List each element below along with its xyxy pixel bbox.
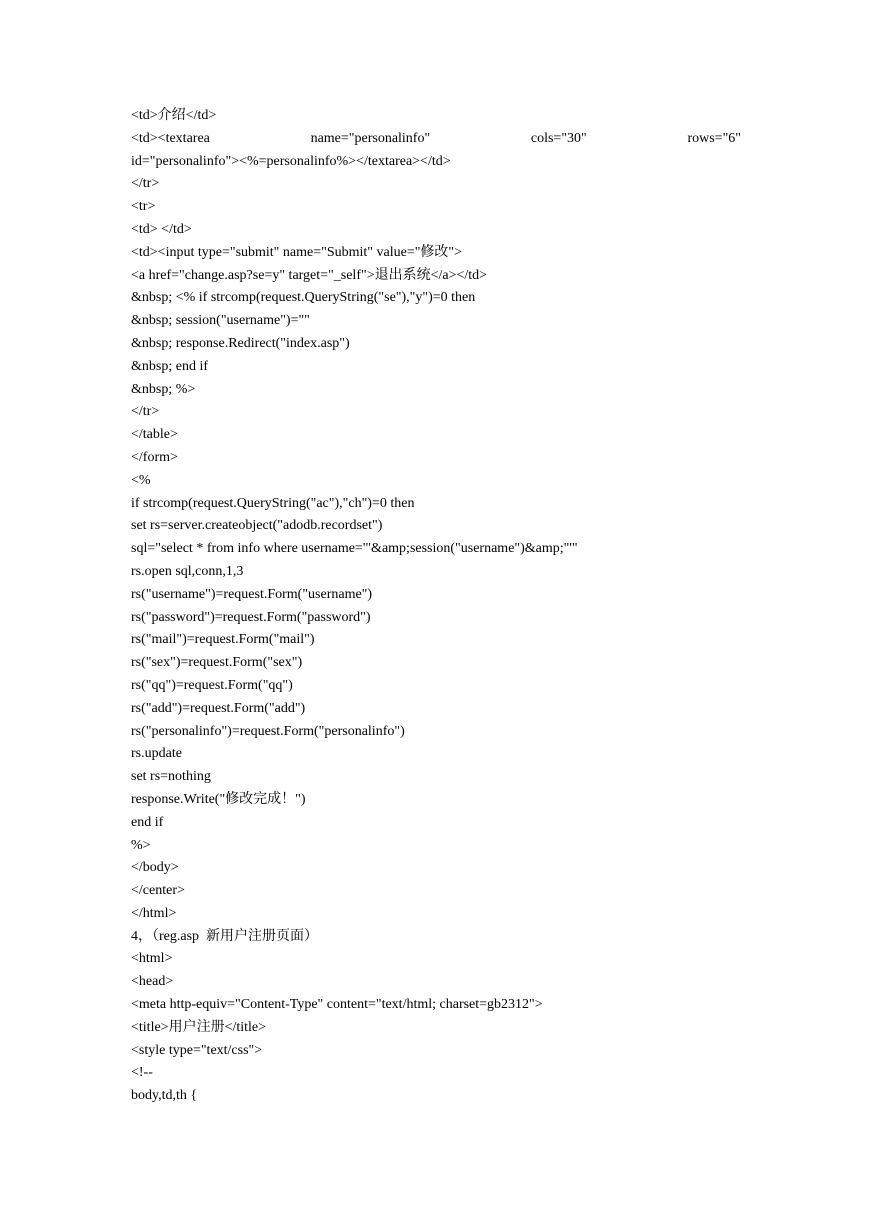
code-fragment: <td><textarea <box>131 130 210 146</box>
code-line: <tr> <box>131 199 156 215</box>
code-line: &nbsp; <% if strcomp(request.QueryString("se"),"y")=0 then <box>131 290 476 306</box>
code-line: rs("mail")=request.Form("mail") <box>131 632 315 648</box>
code-line: rs("username")=request.Form("username") <box>131 586 373 602</box>
code-line: <title>用户注册</title> <box>131 1019 267 1035</box>
code-line: response.Write("修改完成！") <box>131 791 306 807</box>
code-line: <td> </td> <box>131 221 192 237</box>
code-line: </body> <box>131 860 179 876</box>
code-line: rs.update <box>131 746 182 762</box>
code-line: </tr> <box>131 404 160 420</box>
code-line: </html> <box>131 905 177 921</box>
code-line: <td>介绍</td> <box>131 108 217 123</box>
code-line: %> <box>131 837 151 853</box>
code-line: end if <box>131 814 164 830</box>
code-line: <style type="text/css"> <box>131 1042 263 1058</box>
code-line: </table> <box>131 427 178 443</box>
code-line: &nbsp; session("username")="" <box>131 313 310 329</box>
code-line: if strcomp(request.QueryString("ac"),"ch")=0 then <box>131 495 415 511</box>
document-body <box>131 105 741 1108</box>
code-line: rs("sex")=request.Form("sex") <box>131 655 303 671</box>
code-line: <a href="change.asp?se=y" target="_self">退出系统</a></td> <box>131 267 488 283</box>
code-fragment: cols="30" <box>530 130 587 146</box>
code-line: </tr> <box>131 176 160 192</box>
section-heading: 4，（reg.asp 新用户注册页面） <box>131 928 319 944</box>
code-line: &nbsp; response.Redirect("index.asp") <box>131 335 350 351</box>
code-line: </center> <box>131 883 185 899</box>
code-line: &nbsp; end if <box>131 358 208 374</box>
code-line: <html> <box>131 951 173 967</box>
code-line: <meta http-equiv="Content-Type" content="text/html; charset=gb2312"> <box>131 997 543 1013</box>
code-line: id="personalinfo"><%=personalinfo%></textarea></td> <box>131 153 451 169</box>
code-line: <head> <box>131 974 174 990</box>
code-line-textarea <box>131 128 741 151</box>
code-line: <td><input type="submit" name="Submit" value="修改"> <box>131 244 463 260</box>
code-line: </form> <box>131 449 178 465</box>
code-line: rs("personalinfo")=request.Form("personalinfo") <box>131 723 405 739</box>
code-line: rs.open sql,conn,1,3 <box>131 563 244 579</box>
code-line: &nbsp; %> <box>131 381 196 397</box>
code-line: rs("qq")=request.Form("qq") <box>131 677 293 693</box>
code-line: set rs=nothing <box>131 769 211 785</box>
code-line: <!-- <box>131 1065 153 1081</box>
code-line: rs("password")=request.Form("password") <box>131 609 371 625</box>
code-line: body,td,th { <box>131 1088 198 1104</box>
code-fragment: name="personalinfo" <box>310 130 431 146</box>
code-line: rs("add")=request.Form("add") <box>131 700 306 716</box>
code-fragment: rows="6" <box>687 130 741 146</box>
code-line: set rs=server.createobject("adodb.recordset") <box>131 518 383 534</box>
code-line: sql="select * from info where username='"&amp;session("username")&amp;"'" <box>131 541 578 557</box>
code-line: <% <box>131 472 151 488</box>
